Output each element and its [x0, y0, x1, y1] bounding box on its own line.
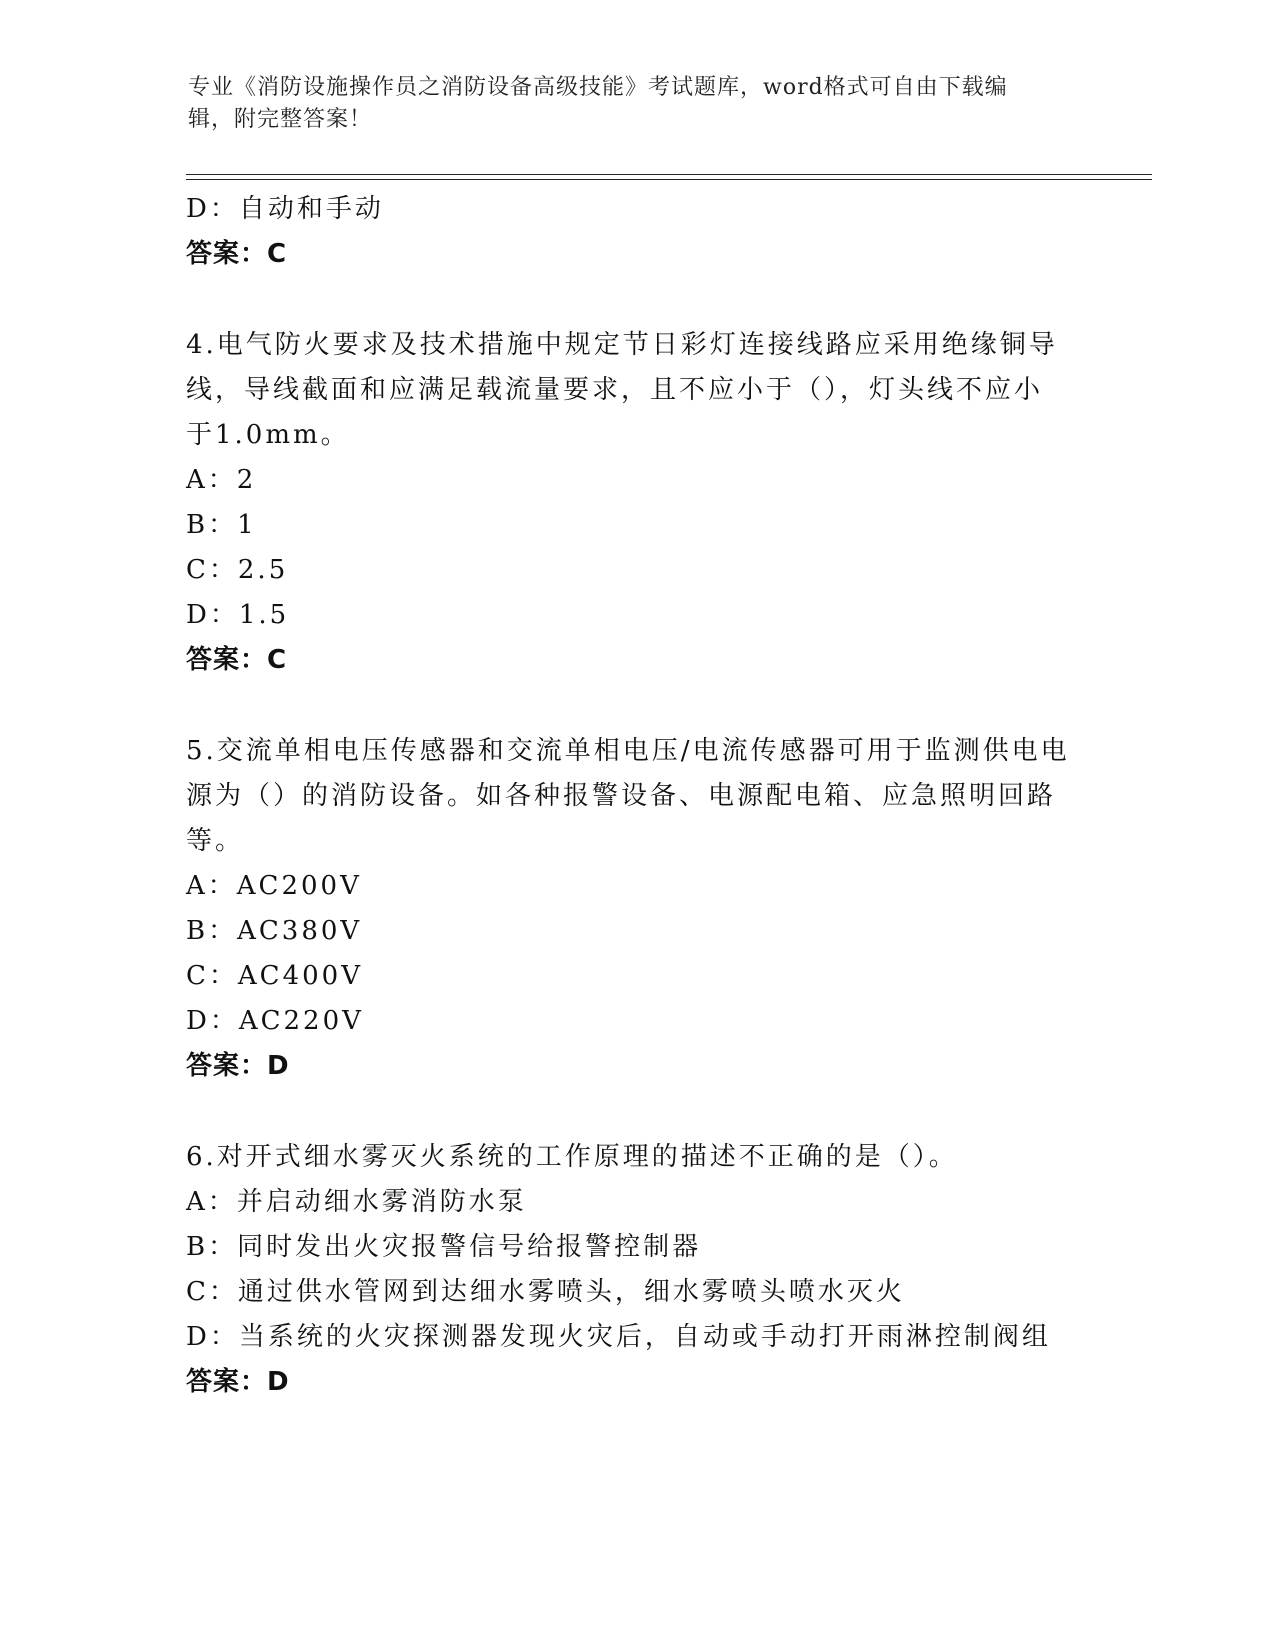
q6-stem-line-1: 6.对开式细水雾灭火系统的工作原理的描述不正确的是（）。	[186, 1142, 958, 1172]
q4-stem-line-3: 于1.0mm。	[186, 420, 350, 450]
q6-option-b: B：同时发出火灾报警信号给报警控制器	[186, 1232, 702, 1262]
q5-stem-line-1: 5.交流单相电压传感器和交流单相电压/电流传感器可用于监测供电电	[186, 736, 1070, 766]
q6-answer: 答案：D	[186, 1367, 290, 1397]
q5-option-c: C：AC400V	[186, 961, 363, 991]
question-5	[186, 729, 1086, 1089]
q5-stem-line-2: 源为（）的消防设备。如各种报警设备、电源配电箱、应急照明回路	[186, 781, 1057, 811]
q4-option-d: D：1.5	[186, 600, 290, 630]
q4-option-c: C：2.5	[186, 555, 289, 585]
document-header	[188, 72, 1068, 136]
question-spacer	[186, 1089, 1086, 1135]
q3-answer: 答案：C	[186, 239, 288, 269]
header-rule-bottom	[186, 179, 1152, 180]
q3-option-d: D：自动和手动	[186, 194, 384, 224]
q5-stem-line-3: 等。	[186, 826, 245, 856]
q6-option-d: D：当系统的火灾探测器发现火灾后，自动或手动打开雨淋控制阀组	[186, 1322, 1051, 1352]
q5-option-d: D：AC220V	[186, 1006, 364, 1036]
q4-stem-line-1: 4.电气防火要求及技术措施中规定节日彩灯连接线路应采用绝缘铜导	[186, 330, 1058, 360]
q4-stem-line-2: 线，导线截面和应满足载流量要求，且不应小于（），灯头线不应小	[186, 375, 1044, 405]
question-spacer	[186, 277, 1086, 323]
header-rule-top	[186, 174, 1152, 175]
q4-option-b: B：1	[186, 510, 257, 540]
q6-option-a: A：并启动细水雾消防水泵	[186, 1187, 527, 1217]
q5-option-b: B：AC380V	[186, 916, 363, 946]
question-4	[186, 323, 1086, 683]
q6-option-c: C：通过供水管网到达细水雾喷头，细水雾喷头喷水灭火	[186, 1277, 905, 1307]
header-line-1: 专业《消防设施操作员之消防设备高级技能》考试题库，word格式可自由下载编	[188, 75, 1008, 100]
q5-option-a: A：AC200V	[186, 871, 362, 901]
q4-answer: 答案：C	[186, 645, 288, 675]
q5-answer: 答案：D	[186, 1051, 290, 1081]
header-line-2: 辑，附完整答案！	[188, 107, 373, 132]
question-6	[186, 1135, 1086, 1405]
question-spacer	[186, 683, 1086, 729]
question-content	[186, 187, 1086, 1405]
q4-option-a: A：2	[186, 465, 257, 495]
